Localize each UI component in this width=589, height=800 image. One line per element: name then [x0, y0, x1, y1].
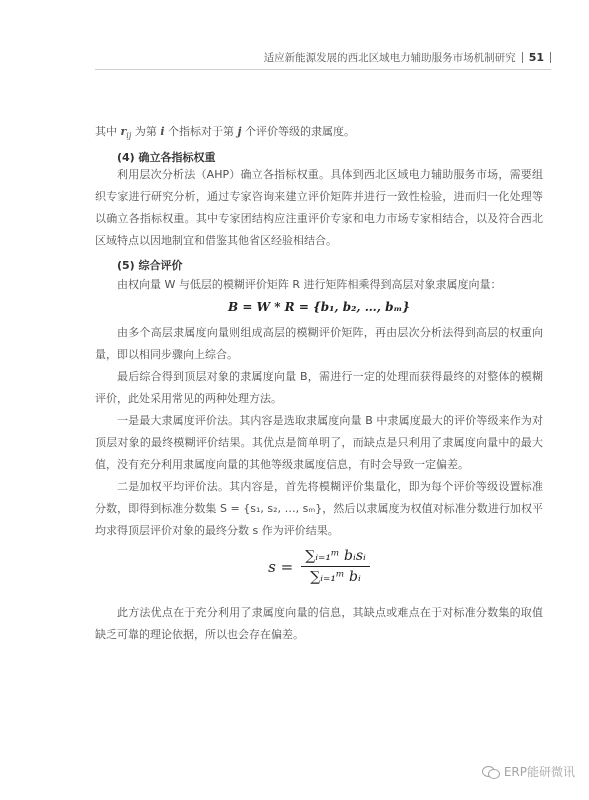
section-heading-evaluation: (5) 综合评价	[117, 259, 183, 272]
paragraph-fuzzy-matrix: 由多个高层隶属度向量则组成高层的模糊评价矩阵，再由层次分析法得到高层的权重向量，即以相同步骤向上综合。	[95, 326, 543, 361]
paragraph-top-level: 最后综合得到顶层对象的隶属度向量 B，需进行一定的处理而获得最终的对整体的模糊评价，此处采用常见的两种处理方法。	[95, 370, 543, 405]
watermark-text: ERP能研微讯	[503, 765, 575, 779]
running-title: 适应新能源发展的西北区域电力辅助服务市场机制研究	[263, 52, 516, 64]
formula-fraction	[301, 548, 370, 585]
header-separator	[522, 52, 523, 63]
header-rule	[95, 69, 551, 70]
membership-definition-line: 其中 $r_{ij}$ 为第 i 个指标对于第 j 个评价等级的隶属度。	[95, 125, 356, 141]
paragraph-weights: 利用层次分析法（AHP）确立各指标权重。具体到西北区域电力辅助服务市场，需要组织专家进行研究分析，通过专家咨询来建立评价矩阵并进行一致性检验，进而归一化处理等以确立各指标权重。其中专家团结构应注重评价专家和电力市场专家相结合，以及符合西北区域特点以因地制宜和借鉴其他省区经验相结合。	[95, 168, 543, 247]
section-heading-weights: (4) 确立各指标权重	[117, 151, 216, 164]
formula-lhs: s =	[268, 557, 294, 576]
wechat-icon	[482, 765, 500, 779]
running-header	[264, 50, 551, 65]
formula-weighted-score	[95, 548, 543, 585]
paragraph-weight-vector: 由权向量 W 与低层的模糊评价矩阵 R 进行矩阵相乘得到高层对象隶属度向量：	[117, 278, 502, 291]
header-separator-right	[550, 52, 551, 63]
page-number: 51	[528, 51, 544, 64]
watermark	[482, 763, 575, 780]
paragraph-method-evaluation: 此方法优点在于充分利用了隶属度向量的信息，其缺点或难点在于对标准分数集的取值缺乏可靠的理论依据，所以也会存在偏差。	[95, 606, 543, 641]
paragraph-max-membership: 一是最大隶属度评价法。其内容是选取隶属度向量 B 中隶属度最大的评价等级来作为对顶层对象的最终模糊评价结果。其优点是简单明了，而缺点是只利用了隶属度向量中的最大值，没有充分利用隶属度向量的其他等级隶属度信息，有时会导致一定偏差。	[95, 414, 543, 471]
formula-membership-vector: B = W * R = {b₁, b₂, …, bₘ}	[228, 300, 410, 314]
formula-numerator: ∑ᵢ₌₁ᵐ bᵢsᵢ	[301, 548, 370, 567]
formula-denominator: ∑ᵢ₌₁ᵐ bᵢ	[310, 569, 361, 585]
paragraph-weighted-average: 二是加权平均评价法。其内容是，首先将模糊评价集量化，即为每个评价等级设置标准分数，即得到标准分数集 S = {s₁, s₂, …, sₘ}，然后以隶属度为权值对标准分数进行加权平均求得顶层评价对象的最终分数 s 作为评价结果。	[95, 480, 543, 537]
